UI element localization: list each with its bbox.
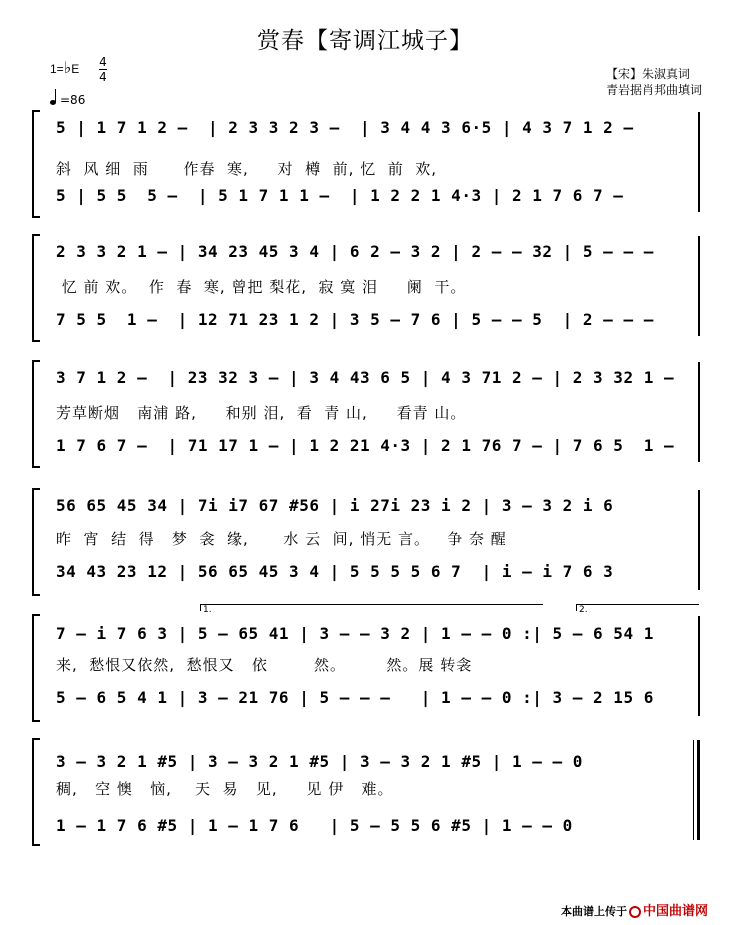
harmony-line: 5 | 5 5 5 – | 5 1 7 1 1 – | 1 2 2 1 4·3 | 2 1 7 6 7 –: [56, 186, 624, 205]
score-system-4: [32, 488, 700, 598]
lyrics-line: 昨 宵 结 得 梦 衾 缘, 水 云 间, 悄无 言。 争 奈 醒: [56, 530, 507, 548]
quarter-note-icon: [50, 100, 56, 105]
score-system-5: [32, 605, 700, 726]
arranger-credit: 青岩据肖邦曲填词: [605, 83, 702, 97]
key-signature: [50, 58, 79, 78]
key-prefix: 1=: [50, 62, 64, 76]
melody-line: 3 – 3 2 1 #5 | 3 – 3 2 1 #5 | 3 – 3 2 1 #5 | 1 – – 0: [56, 752, 583, 771]
score-system-6: [32, 738, 700, 848]
score-system-1: [32, 110, 700, 220]
volta-1: 1.: [200, 604, 543, 611]
system-bracket: [32, 488, 40, 596]
lyrics-line: 稠, 空 懊 恼, 天 易 见, 见 伊 难。: [56, 780, 394, 798]
system-end-barline: [698, 236, 700, 336]
lyricist-credit: 【宋】朱淑真词: [605, 67, 690, 81]
harmony-line: 34 43 23 12 | 56 65 45 3 4 | 5 5 5 5 6 7 | i – i 7 6 3: [56, 562, 614, 581]
tempo-value: =86: [60, 93, 86, 107]
system-end-barline: [698, 490, 700, 590]
system-bracket: [32, 360, 40, 468]
system-bracket: [32, 738, 40, 846]
credits: [606, 66, 702, 98]
harmony-line: 1 7 6 7 – | 71 17 1 – | 1 2 21 4·3 | 2 1 76 7 – | 7 6 5 1 –: [56, 436, 675, 455]
time-signature-top: 4: [99, 55, 107, 69]
system-end-barline: [698, 616, 700, 716]
system-bracket: [32, 110, 40, 218]
system-bracket: [32, 234, 40, 342]
flat-sign: ♭: [63, 60, 72, 77]
score-system-3: [32, 360, 700, 470]
system-end-barline: [698, 362, 700, 462]
harmony-line: 5 – 6 5 4 1 | 3 – 21 76 | 5 – – – | 1 – – 0 :| 3 – 2 15 6: [56, 688, 654, 707]
time-signature-bottom: 4: [99, 70, 107, 84]
footer-text: 本曲谱上传于: [560, 905, 627, 918]
time-signature: [99, 56, 107, 83]
melody-line: 5 | 1 7 1 2 – | 2 3 3 2 3 – | 3 4 4 3 6·5 | 4 3 7 1 2 –: [56, 118, 634, 137]
lyrics-line: 斜 风 细 雨 作春 寒, 对 樽 前, 忆 前 欢,: [56, 160, 438, 178]
system-end-barline: [698, 112, 700, 212]
site-logo-icon: [629, 906, 641, 918]
melody-line: 3 7 1 2 – | 23 32 3 – | 3 4 43 6 5 | 4 3 71 2 – | 2 3 32 1 –: [56, 368, 675, 387]
footer-site-link[interactable]: 中国曲谱网: [642, 904, 708, 919]
melody-line: 2 3 3 2 1 – | 34 23 45 3 4 | 6 2 – 3 2 | 2 – – 32 | 5 – – –: [56, 242, 654, 261]
melody-line: 7 – i 7 6 3 | 5 – 65 41 | 3 – – 3 2 | 1 – – 0 :| 5 – 6 54 1: [56, 624, 654, 643]
footer-credit: [561, 900, 708, 919]
final-barline-thick: [697, 740, 700, 840]
harmony-line: 7 5 5 1 – | 12 71 23 1 2 | 3 5 – 7 6 | 5 – – 5 | 2 – – –: [56, 310, 654, 329]
score-title: 赏春【寄调江城子】: [257, 28, 473, 54]
harmony-line: 1 – 1 7 6 #5 | 1 – 1 7 6 | 5 – 5 5 6 #5 | 1 – – 0: [56, 816, 573, 835]
score-system-2: [32, 234, 700, 344]
lyrics-line: 忆 前 欢。 作 春 寒, 曾把 梨花, 寂 寞 泪 阑 干。: [56, 278, 467, 296]
key-tonic: E: [71, 62, 80, 76]
lyrics-line: 来, 愁恨又依然, 愁恨又 依 然。 然。展 转衾: [56, 656, 473, 674]
final-barline-thin: [693, 740, 694, 840]
volta-2: 2.: [576, 604, 699, 611]
tempo-marking: [50, 93, 85, 107]
system-bracket: [32, 614, 40, 722]
melody-line: 56 65 45 34 | 7i i7 67 #56 | i 27i 23 i 2 | 3 – 3 2 i 6: [56, 496, 614, 515]
lyrics-line: 芳草断烟 南浦 路, 和别 泪, 看 青 山, 看青 山。: [56, 404, 467, 422]
